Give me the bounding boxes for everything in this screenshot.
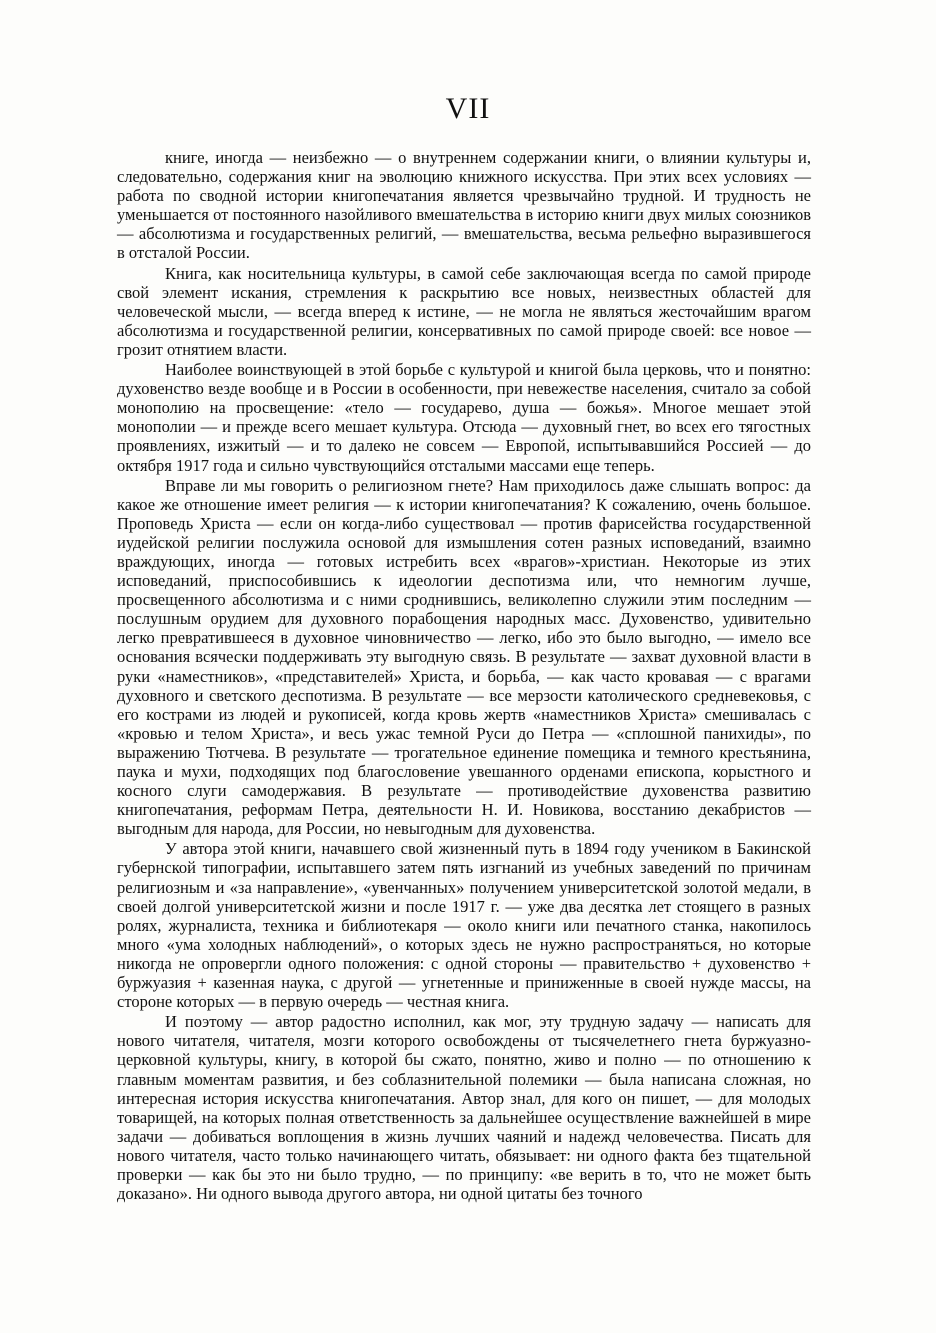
page-number: VII: [445, 92, 491, 125]
paragraph: Вправе ли мы говорить о религиозном гнете? Нам приходилось даже слышать вопрос: да какое же отношение имеет религия — к истории книгопечатания? К сожалению, очень большое. Проповедь Христа — если он когда-либо существовал — против фарисейства государственной иудейской религии послужила основой для измышления сотен разных исповеданий, взаимно враждующих, иногда — готовых истребить всех «врагов»-христиан. Некоторые из этих исповеданий, приспособившись к идеологии деспотизма или, что немногим лучше, просвещенного абсолютизма и с ними сроднившись, великолепно служили этим последним — послушным орудием для духовного порабощения народных масс. Духовенство, удивительно легко превратившееся в духовное чиновничество — легко, ибо это было выгодно, — имело все основания всячески поддерживать эту выгодную связь. В результате — захват духовной власти в руки «наместников», «представителей» Христа, и борьба, — как часто кровавая — с врагами духовного и светского деспотизма. В результате — все мерзости католического средневековья, с его кострами из людей и рукописей, когда кровь жертв «наместников Христа» смешивалась с «кровью и телом Христа», и весь ужас темной Руси до Петра — «сплошной панихиды», по выражению Тютчева. В результате — трогательное единение помещика и темного крестьянина, паука и мухи, подходящих под благословение увешанного орденами епископа, корыстного и косного слуги самодержавия. В результате — противодействие духовенства развитию книгопечатания, реформам Петра, деятельности Н. И. Новикова, восстанию декабристов — выгодным для народа, для России, но невыгодным для духовенства.: [117, 475, 811, 839]
paragraph: И поэтому — автор радостно исполнил, как мог, эту трудную задачу — написать для нового читателя, читателя, мозги которого освобождены от тысячелетнего гнета буржуазно-церковной культуры, книгу, в которой бы сжато, понятно, живо и полно — по отношению к главным моментам развития, и без соблазнительной полемики — была написана сложная, но интересная история искусства книгопечатания. Автор знал, для кого он пишет, — для молодых товарищей, на которых полная ответственность за дальнейшее осуществление важнейшей в мире задачи — добиваться воплощения в жизнь лучших чаяний и надежд человечества. Писать для нового читателя, часто только начинающего читать, обязывает: ни одного факта без тщательной проверки — как бы это ни было трудно, — по принципу: «ве верить в то, что не может быть доказано». Ни одного вывода другого автора, ни одной цитаты без точного: [117, 1012, 811, 1204]
body-text: [117, 148, 811, 1203]
paragraph: Наиболее воинствующей в этой борьбе с культурой и книгой была церковь, что и понятно: духовенство везде вообще и в России в особенности, при невежестве населения, считало за собой монополию на просвещение: «тело — государево, душа — божья». Многое мешает этой монополии — и прежде всего мешает культура. Отсюда — духовный гнет, во всех его тягостных проявлениях, изжитый — и то далеко не совсем — Европой, испытывавшийся Россией — до октября 1917 года и сильно чувствующийся отсталыми массами еще теперь.: [117, 360, 811, 475]
paragraph: У автора этой книги, начавшего свой жизненный путь в 1894 году учеником в Бакинской губернской типографии, испытавшего затем пять изгнаний из учебных заведений по причинам религиозным и «за направление», «увенчанных» получением университетской золотой медали, в своей долгой университетской жизни и после 1917 г. — уже два десятка лет стоящего в разных ролях, журналиста, техника и библиотекаря — около книги или печатного станка, накопилось много «ума холодных наблюдений», о которых здесь не нужно распространяться, но которые никогда не опровергли одного положения: с одной стороны — правительство + духовенство + буржуазия + казенная наука, с другой — угнетенные и приниженные в своей нужде массы, на стороне которых — в первую очередь — честная книга.: [117, 839, 811, 1012]
paragraph: книге, иногда — неизбежно — о внутреннем содержании книги, о влиянии культуры и, следовательно, содержания книг на эволюцию книжного искусства. При этих всех условиях — работа по сводной истории книгопечатания является чрезвычайно трудной. И трудность не уменьшается от постоянного назойливого вмешательства в историю книги двух милых союзников — абсолютизма и государственных религий, — вмешательства, весьма рельефно выразившегося в отсталой России.: [117, 148, 811, 263]
paragraph: Книга, как носительница культуры, в самой себе заключающая всегда по самой природе свой элемент искания, стремления к раскрытию все новых, неизвестных областей для человеческой мысли, — всегда вперед к истине, — не могла не являться жесточайшим врагом абсолютизма и государственной религии, консервативных по самой природе своей: все новое — грозит отнятием власти.: [117, 263, 811, 359]
